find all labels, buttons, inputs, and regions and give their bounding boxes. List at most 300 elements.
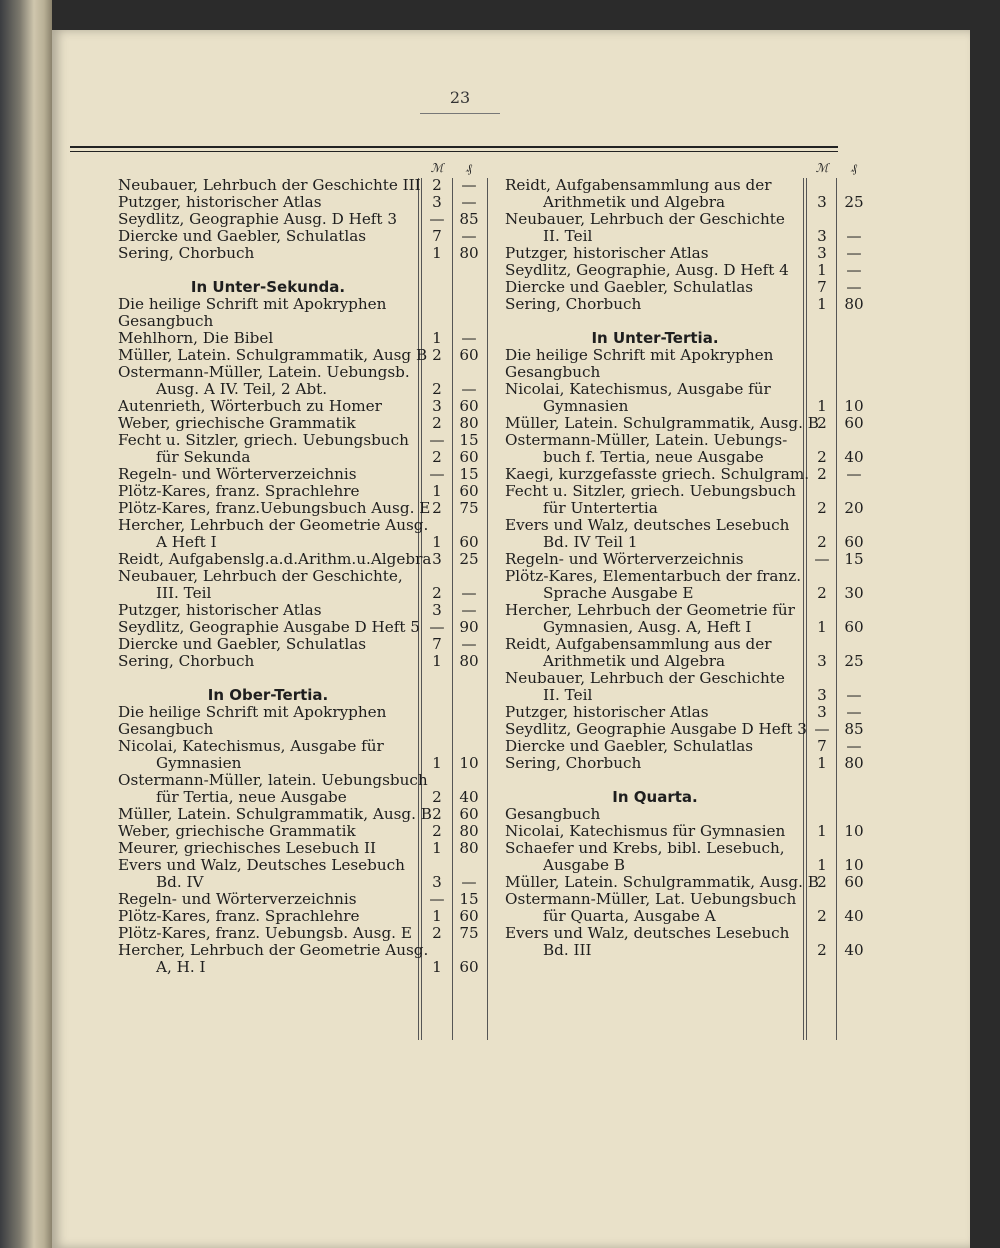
- top-rule-thin: [70, 151, 838, 152]
- price-pfennig: 90: [459, 618, 479, 636]
- section-heading: [118, 279, 418, 296]
- list-item: [505, 653, 869, 670]
- item-title: Seydlitz, Geographie Ausgabe D Heft 5: [118, 618, 420, 636]
- price-pfennig: —: [461, 193, 477, 211]
- list-item: [118, 925, 484, 942]
- item-title: A Heft I: [156, 533, 217, 551]
- mark-header: ℳ: [815, 161, 829, 175]
- price-mark: 1: [432, 958, 442, 976]
- item-title: Gymnasien: [543, 397, 629, 415]
- item-title: Autenrieth, Wörterbuch zu Homer: [118, 397, 382, 415]
- price-pfennig: —: [846, 244, 862, 262]
- price-mark: 2: [817, 873, 827, 891]
- item-title: Müller, Latein. Schulgrammatik, Ausg. B: [505, 873, 819, 891]
- price-mark: 2: [817, 584, 827, 602]
- list-item: [118, 585, 484, 602]
- item-title: Kaegi, kurzgefasste griech. Schulgram.: [505, 465, 810, 483]
- price-mark: 2: [432, 822, 442, 840]
- section-heading: [118, 687, 418, 704]
- item-title: Plötz-Kares, franz. Sprachlehre: [118, 482, 360, 500]
- list-item: [118, 857, 484, 874]
- item-title: Nicolai, Katechismus, Ausgabe für: [505, 380, 771, 398]
- item-title: Putzger, historischer Atlas: [118, 601, 322, 619]
- item-title: Sering, Chorbuch: [118, 652, 255, 670]
- price-pfennig: 40: [459, 788, 479, 806]
- price-pfennig: 60: [459, 805, 479, 823]
- list-item: [505, 262, 869, 279]
- list-item: [118, 755, 484, 772]
- item-title: Fecht u. Sitzler, griech. Uebungsbuch: [118, 431, 409, 449]
- price-mark: 2: [817, 448, 827, 466]
- list-item: [118, 177, 484, 194]
- price-pfennig: 80: [459, 652, 479, 670]
- price-pfennig: 75: [459, 499, 479, 517]
- item-title: Die heilige Schrift mit Apokryphen: [505, 346, 774, 364]
- list-item: [505, 840, 869, 857]
- list-item: [505, 636, 869, 653]
- list-item: [505, 874, 869, 891]
- item-title: Neubauer, Lehrbuch der Geschichte,: [118, 567, 403, 585]
- item-title: Ausg. A IV. Teil, 2 Abt.: [156, 380, 328, 398]
- list-item: [505, 687, 869, 704]
- price-mark: 3: [817, 227, 827, 245]
- price-mark: 7: [432, 635, 442, 653]
- item-title: Regeln- und Wörterverzeichnis: [118, 890, 357, 908]
- item-title: A, H. I: [156, 958, 206, 976]
- item-title: In Ober-Tertia.: [207, 686, 329, 704]
- item-title: Plötz-Kares, franz. Sprachlehre: [118, 907, 360, 925]
- price-mark: 7: [432, 227, 442, 245]
- price-pfennig: 85: [459, 210, 479, 228]
- item-title: Neubauer, Lehrbuch der Geschichte: [505, 210, 785, 228]
- list-item: [118, 670, 484, 687]
- price-pfennig: —: [461, 873, 477, 891]
- item-title: In Unter-Tertia.: [591, 329, 719, 347]
- item-title: Reidt, Aufgabensammlung aus der: [505, 635, 772, 653]
- item-title: Schaefer und Krebs, bibl. Lesebuch,: [505, 839, 785, 857]
- price-pfennig: 60: [844, 533, 864, 551]
- list-item: [118, 432, 484, 449]
- price-pfennig: —: [846, 737, 862, 755]
- price-mark: 1: [432, 754, 442, 772]
- item-title: Plötz-Kares, Elementarbuch der franz.: [505, 567, 802, 585]
- price-mark: —: [429, 890, 445, 908]
- item-title: Diercke und Gaebler, Schulatlas: [118, 635, 367, 653]
- price-mark: 1: [817, 754, 827, 772]
- price-pfennig: 80: [459, 244, 479, 262]
- item-title: buch f. Tertia, neue Ausgabe: [543, 448, 764, 466]
- price-pfennig: 15: [844, 550, 864, 568]
- item-title: Sprache Ausgabe E: [543, 584, 694, 602]
- section-heading: [505, 330, 805, 347]
- item-title: Neubauer, Lehrbuch der Geschichte III: [118, 176, 421, 194]
- item-title: Sering, Chorbuch: [505, 754, 642, 772]
- item-title: Müller, Latein. Schulgrammatik, Ausg. B: [505, 414, 819, 432]
- column-header: [505, 160, 869, 177]
- pfennig-header: ₰: [851, 161, 857, 175]
- list-item: [118, 228, 484, 245]
- top-rule-thick: [70, 146, 838, 148]
- price-mark: 2: [432, 788, 442, 806]
- item-title: Regeln- und Wörterverzeichnis: [505, 550, 744, 568]
- list-item: [118, 721, 484, 738]
- price-mark: 2: [817, 533, 827, 551]
- price-mark: —: [429, 431, 445, 449]
- list-item: [118, 313, 484, 330]
- item-title: für Untertertia: [543, 499, 658, 517]
- list-item: [118, 874, 484, 891]
- list-item: [118, 211, 484, 228]
- price-pfennig: —: [461, 635, 477, 653]
- list-item: [505, 364, 869, 381]
- item-title: Seydlitz, Geographie Ausgabe D Heft 3: [505, 720, 807, 738]
- price-pfennig: 10: [844, 856, 864, 874]
- item-title: Weber, griechische Grammatik: [118, 822, 356, 840]
- page-number: 23: [420, 88, 500, 114]
- price-mark: 1: [432, 652, 442, 670]
- item-title: Müller, Latein. Schulgrammatik, Ausg B: [118, 346, 428, 364]
- price-mark: 3: [432, 550, 442, 568]
- price-pfennig: 80: [459, 822, 479, 840]
- list-item: [505, 279, 869, 296]
- item-title: Gymnasien, Ausg. A, Heft I: [543, 618, 752, 636]
- price-pfennig: 80: [459, 839, 479, 857]
- list-item: [118, 840, 484, 857]
- price-pfennig: —: [461, 584, 477, 602]
- item-title: für Sekunda: [156, 448, 251, 466]
- price-pfennig: —: [846, 703, 862, 721]
- item-title: Seydlitz, Geographie Ausg. D Heft 3: [118, 210, 398, 228]
- list-item: [118, 262, 484, 279]
- list-item: [505, 500, 869, 517]
- item-title: Plötz-Kares, franz. Uebungsb. Ausg. E: [118, 924, 412, 942]
- price-mark: 2: [817, 465, 827, 483]
- item-title: Reidt, Aufgabenslg.a.d.Arithm.u.Algebra: [118, 550, 432, 568]
- list-item: [505, 602, 869, 619]
- item-title: Ostermann-Müller, latein. Uebungsbuch: [118, 771, 428, 789]
- price-pfennig: 25: [844, 193, 864, 211]
- price-mark: 1: [432, 533, 442, 551]
- item-title: Regeln- und Wörterverzeichnis: [118, 465, 357, 483]
- list-item: [505, 891, 869, 908]
- center-divider: [487, 178, 488, 1040]
- list-item: [505, 517, 869, 534]
- list-item: [505, 211, 869, 228]
- price-mark: 1: [432, 482, 442, 500]
- list-item: [118, 296, 484, 313]
- price-pfennig: 80: [844, 754, 864, 772]
- item-title: II. Teil: [543, 686, 593, 704]
- item-title: Diercke und Gaebler, Schulatlas: [118, 227, 367, 245]
- price-mark: 1: [817, 295, 827, 313]
- list-item: [118, 942, 484, 959]
- item-title: In Unter-Sekunda.: [190, 278, 346, 296]
- item-title: Ausgabe B: [543, 856, 626, 874]
- item-title: Hercher, Lehrbuch der Geometrie für: [505, 601, 795, 619]
- price-pfennig: 40: [844, 448, 864, 466]
- price-pfennig: 60: [459, 397, 479, 415]
- item-title: II. Teil: [543, 227, 593, 245]
- price-mark: 1: [817, 856, 827, 874]
- list-item: [505, 296, 869, 313]
- price-pfennig: 15: [459, 890, 479, 908]
- list-item: [118, 891, 484, 908]
- item-title: Die heilige Schrift mit Apokryphen: [118, 703, 387, 721]
- price-mark: 2: [817, 499, 827, 517]
- price-pfennig: 10: [844, 822, 864, 840]
- item-title: Putzger, historischer Atlas: [505, 703, 709, 721]
- item-title: Ostermann-Müller, Lat. Uebungsbuch: [505, 890, 797, 908]
- list-item: [505, 551, 869, 568]
- list-item: [505, 755, 869, 772]
- item-title: Putzger, historischer Atlas: [118, 193, 322, 211]
- price-mark: 1: [432, 329, 442, 347]
- item-title: Gesangbuch: [505, 805, 601, 823]
- price-pfennig: 75: [459, 924, 479, 942]
- list-item: [505, 398, 869, 415]
- price-pfennig: 30: [844, 584, 864, 602]
- price-pfennig: 40: [844, 941, 864, 959]
- item-title: für Tertia, neue Ausgabe: [156, 788, 347, 806]
- price-mark: 2: [432, 176, 442, 194]
- list-item: [118, 823, 484, 840]
- list-item: [505, 347, 869, 364]
- list-item: [505, 313, 869, 330]
- price-pfennig: —: [846, 278, 862, 296]
- list-item: [505, 806, 869, 823]
- list-item: [505, 177, 869, 194]
- price-mark: 2: [817, 941, 827, 959]
- price-pfennig: 20: [844, 499, 864, 517]
- price-pfennig: 40: [844, 907, 864, 925]
- mark-header: ℳ: [430, 161, 444, 175]
- list-item: [505, 568, 869, 585]
- list-item: [505, 908, 869, 925]
- price-pfennig: 60: [459, 907, 479, 925]
- price-pfennig: —: [461, 329, 477, 347]
- price-mark: 3: [432, 193, 442, 211]
- list-item: [118, 483, 484, 500]
- list-item: [118, 789, 484, 806]
- price-mark: 2: [432, 924, 442, 942]
- book-spine: [0, 0, 52, 1248]
- item-title: für Quarta, Ausgabe A: [543, 907, 716, 925]
- item-title: Seydlitz, Geographie, Ausg. D Heft 4: [505, 261, 789, 279]
- item-title: In Quarta.: [612, 788, 698, 806]
- list-item: [505, 704, 869, 721]
- price-mark: 3: [817, 244, 827, 262]
- price-mark: —: [814, 550, 830, 568]
- item-title: Reidt, Aufgabensammlung aus der: [505, 176, 772, 194]
- price-pfennig: 10: [844, 397, 864, 415]
- list-item: [505, 534, 869, 551]
- list-item: [118, 534, 484, 551]
- price-pfennig: 60: [459, 533, 479, 551]
- list-item: [505, 381, 869, 398]
- price-mark: —: [814, 720, 830, 738]
- item-title: Diercke und Gaebler, Schulatlas: [505, 278, 754, 296]
- item-title: Weber, griechische Grammatik: [118, 414, 356, 432]
- price-pfennig: 10: [459, 754, 479, 772]
- item-title: Hercher, Lehrbuch der Geometrie Ausg.: [118, 941, 429, 959]
- price-mark: 2: [432, 414, 442, 432]
- item-title: Putzger, historischer Atlas: [505, 244, 709, 262]
- price-mark: 7: [817, 278, 827, 296]
- price-pfennig: 80: [459, 414, 479, 432]
- price-mark: 1: [817, 822, 827, 840]
- item-title: Bd. III: [543, 941, 592, 959]
- column-header: [118, 160, 484, 177]
- item-title: Evers und Walz, deutsches Lesebuch: [505, 516, 790, 534]
- list-item: [118, 398, 484, 415]
- list-item: [505, 670, 869, 687]
- price-pfennig: —: [461, 601, 477, 619]
- list-item: [505, 432, 869, 449]
- list-item: [118, 568, 484, 585]
- list-item: [505, 449, 869, 466]
- list-item: [118, 636, 484, 653]
- list-item: [118, 245, 484, 262]
- list-item: [118, 602, 484, 619]
- price-pfennig: 60: [459, 482, 479, 500]
- list-item: [505, 194, 869, 211]
- price-pfennig: 60: [459, 958, 479, 976]
- list-item: [118, 551, 484, 568]
- item-title: Gymnasien: [156, 754, 242, 772]
- pfennig-header: ₰: [466, 161, 472, 175]
- price-mark: —: [429, 465, 445, 483]
- price-mark: 1: [817, 261, 827, 279]
- item-title: Bd. IV: [156, 873, 204, 891]
- list-item: [505, 245, 869, 262]
- price-mark: 2: [432, 499, 442, 517]
- list-item: [118, 738, 484, 755]
- price-mark: 2: [432, 448, 442, 466]
- price-mark: 3: [817, 703, 827, 721]
- item-title: Hercher, Lehrbuch der Geometrie Ausg.: [118, 516, 429, 534]
- item-title: III. Teil: [156, 584, 212, 602]
- list-item: [505, 415, 869, 432]
- price-mark: —: [429, 618, 445, 636]
- price-mark: 3: [432, 601, 442, 619]
- price-pfennig: 60: [459, 448, 479, 466]
- list-item: [505, 721, 869, 738]
- price-mark: 3: [432, 397, 442, 415]
- price-pfennig: 15: [459, 431, 479, 449]
- list-item: [118, 772, 484, 789]
- item-title: Nicolai, Katechismus für Gymnasien: [505, 822, 786, 840]
- price-pfennig: 60: [844, 618, 864, 636]
- price-pfennig: 25: [459, 550, 479, 568]
- price-mark: 3: [817, 686, 827, 704]
- price-mark: 7: [817, 737, 827, 755]
- item-title: Sering, Chorbuch: [505, 295, 642, 313]
- price-pfennig: —: [846, 686, 862, 704]
- item-title: Fecht u. Sitzler, griech. Uebungsbuch: [505, 482, 796, 500]
- item-title: Evers und Walz, Deutsches Lesebuch: [118, 856, 405, 874]
- item-title: Gesangbuch: [505, 363, 601, 381]
- list-item: [505, 857, 869, 874]
- price-mark: 1: [432, 839, 442, 857]
- list-item: [118, 449, 484, 466]
- list-item: [118, 908, 484, 925]
- list-item: [118, 381, 484, 398]
- list-item: [118, 619, 484, 636]
- price-mark: 3: [817, 652, 827, 670]
- price-mark: 3: [432, 873, 442, 891]
- item-title: Gesangbuch: [118, 312, 214, 330]
- right-column: [505, 160, 869, 959]
- list-item: [505, 942, 869, 959]
- list-item: [505, 228, 869, 245]
- list-item: [505, 772, 869, 789]
- list-item: [505, 483, 869, 500]
- list-item: [118, 653, 484, 670]
- list-item: [118, 500, 484, 517]
- list-item: [118, 330, 484, 347]
- list-item: [118, 364, 484, 381]
- price-mark: 3: [817, 193, 827, 211]
- item-title: Diercke und Gaebler, Schulatlas: [505, 737, 754, 755]
- item-title: Sering, Chorbuch: [118, 244, 255, 262]
- price-mark: 1: [817, 618, 827, 636]
- item-title: Ostermann-Müller, Latein. Uebungsb.: [118, 363, 410, 381]
- price-mark: —: [429, 210, 445, 228]
- item-title: Die heilige Schrift mit Apokryphen: [118, 295, 387, 313]
- left-column: [118, 160, 484, 976]
- item-title: Bd. IV Teil 1: [543, 533, 638, 551]
- item-title: Neubauer, Lehrbuch der Geschichte: [505, 669, 785, 687]
- item-title: Evers und Walz, deutsches Lesebuch: [505, 924, 790, 942]
- price-mark: 2: [432, 584, 442, 602]
- item-title: Müller, Latein. Schulgrammatik, Ausg. B: [118, 805, 432, 823]
- list-item: [505, 925, 869, 942]
- item-title: Plötz-Kares, franz.Uebungsbuch Ausg. E: [118, 499, 431, 517]
- list-item: [505, 585, 869, 602]
- price-pfennig: 60: [844, 873, 864, 891]
- list-item: [505, 823, 869, 840]
- list-item: [118, 466, 484, 483]
- price-mark: 2: [817, 414, 827, 432]
- price-pfennig: 60: [844, 414, 864, 432]
- price-pfennig: 60: [459, 346, 479, 364]
- price-pfennig: 25: [844, 652, 864, 670]
- list-item: [118, 517, 484, 534]
- price-mark: 2: [432, 380, 442, 398]
- list-item: [118, 806, 484, 823]
- item-title: Ostermann-Müller, Latein. Uebungs-: [505, 431, 788, 449]
- price-pfennig: 85: [844, 720, 864, 738]
- price-mark: 2: [432, 346, 442, 364]
- item-title: Arithmetik und Algebra: [543, 652, 726, 670]
- item-title: Mehlhorn, Die Bibel: [118, 329, 274, 347]
- list-item: [118, 194, 484, 211]
- price-mark: 2: [432, 805, 442, 823]
- list-item: [505, 738, 869, 755]
- price-pfennig: —: [846, 261, 862, 279]
- item-title: Nicolai, Katechismus, Ausgabe für: [118, 737, 384, 755]
- price-pfennig: —: [461, 176, 477, 194]
- price-pfennig: 80: [844, 295, 864, 313]
- price-pfennig: —: [461, 380, 477, 398]
- list-item: [505, 466, 869, 483]
- list-item: [118, 704, 484, 721]
- price-mark: 1: [432, 244, 442, 262]
- item-title: Meurer, griechisches Lesebuch II: [118, 839, 376, 857]
- price-pfennig: —: [846, 227, 862, 245]
- section-heading: [505, 789, 805, 806]
- list-item: [118, 959, 484, 976]
